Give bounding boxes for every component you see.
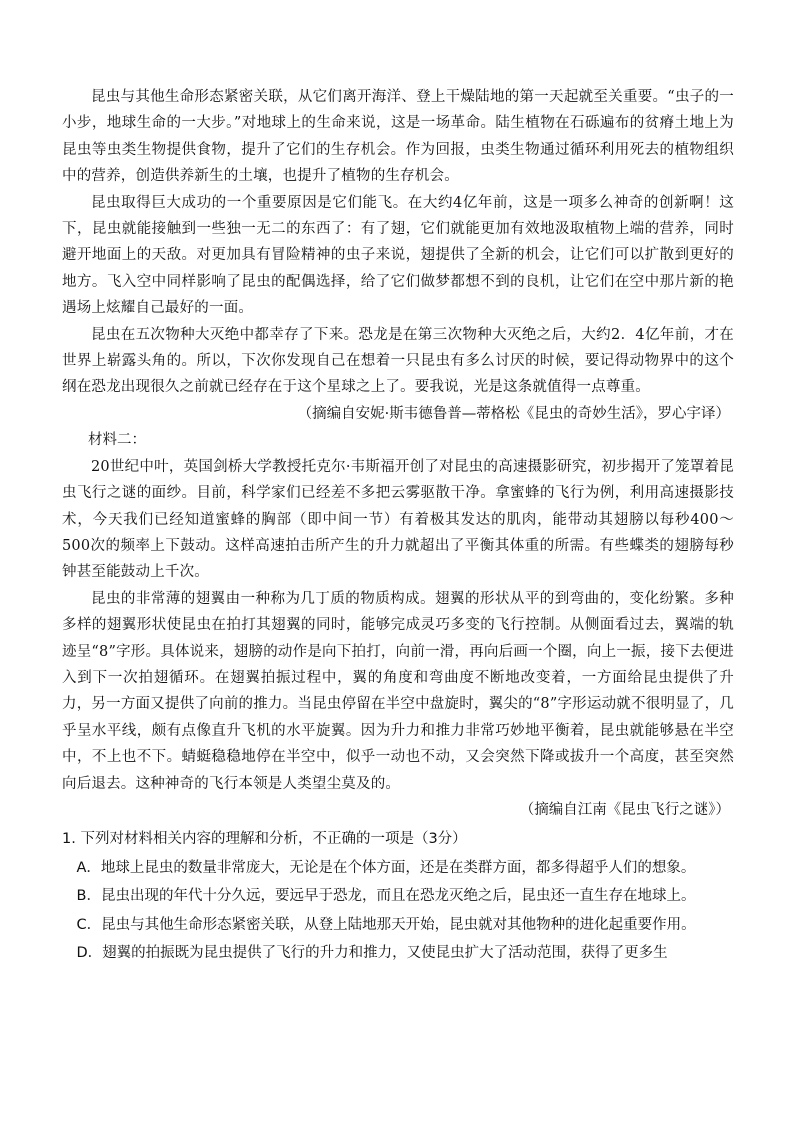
material-two-source: （摘编自江南《昆虫飞行之谜》） [519, 801, 730, 818]
material-two [62, 427, 734, 823]
material-one [62, 84, 734, 427]
material-one-paragraph-1: 昆虫与其他生命形态紧密关联，从它们离开海洋、登上干燥陆地的第一天起就至关重要。“虫子的一小步，地球生命的一大步。”对地球上的生命来说，这是一场革命。陆生植物在石砾遍布的贫瘠土地上为昆虫等虫类生物提供食物，提升了它们的生存机会。作为回报，虫类生物通过循环利用死去的植物组织中的营养，创造供养新生的土壤，也提升了植物的生存机会。 [62, 89, 734, 185]
question-one [62, 825, 734, 967]
option-b: B．昆虫出现的年代十分久远，要远早于恐龙，而且在恐龙灭绝之后，昆虫还一直生存在地球上。 [76, 888, 696, 905]
option-c: C．昆虫与其他生命形态紧密关联，从登上陆地那天开始，昆虫就对其他物种的进化起重要作用。 [76, 916, 696, 933]
option-a: A．地球上昆虫的数量非常庞大，无论是在个体方面，还是在类群方面，都多得超乎人们的想象。 [76, 859, 696, 876]
material-one-paragraph-2: 昆虫取得巨大成功的一个重要原因是它们能飞。在大约4亿年前，这是一项多么神奇的创新啊！这下，昆虫就能接触到一些独一无二的东西了：有了翅，它们就能更加有效地汲取植物上端的营养，同时避开地面上的天敌。对更加具有冒险精神的虫子来说，翅提供了全新的机会，让它们可以扩散到更好的地方。飞入空中同样影响了昆虫的配偶选择，给了它们做梦都想不到的良机，让它们在空中那片新的艳遇场上炫耀自己最好的一面。 [62, 194, 734, 317]
material-one-paragraph-3: 昆虫在五次物种大灭绝中都幸存了下来。恐龙是在第三次物种大灭绝之后，大约2．4亿年前，才在世界上崭露头角的。所以，下次你发现自己在想着一只昆虫有多么讨厌的时候，要记得动物界中的这个纲在恐龙出现很久之前就已经存在于这个星球之上了。要我说，光是这条就值得一点尊重。 [62, 326, 734, 396]
material-one-source: （摘编自安妮·斯韦德鲁普—蒂格松《昆虫的奇妙生活》，罗心宇译） [297, 405, 730, 422]
option-d: D．翅翼的拍振既为昆虫提供了飞行的升力和推力，又使昆虫扩大了活动范围，获得了更多生 [76, 945, 668, 961]
question-stem: 1. 下列对材料相关内容的理解和分析，不正确的一项是（3分） [62, 831, 467, 848]
material-two-label: 材料二： [88, 432, 146, 449]
material-two-paragraph-2: 昆虫的非常薄的翅翼由一种称为几丁质的物质构成。翅翼的形状从平的到弯曲的，变化纷繁。多种多样的翅翼形状使昆虫在拍打其翅翼的同时，能够完成灵巧多变的飞行控制。从侧面看过去，翼端的轨迹呈“8”字形。具体说来，翅膀的动作是向下拍打，向前一滑，再向后画一个圈，向上一振，接下去便进入到下一次拍翅循环。在翅翼拍振过程中，翼的角度和弯曲度不断地改变着，一方面给昆虫提供了升力，另一方面又提供了向前的推力。当昆虫停留在半空中盘旋时，翼尖的“8”字形运动就不很明显了，几乎呈水平线，颇有点像直升飞机的水平旋翼。因为升力和推力非常巧妙地平衡着，昆虫就能够悬在半空中，不上也不下。蜻蜓稳稳地停在半空中，似乎一动也不动，又会突然下降或拔升一个高度，甚至突然向后退去。这种神奇的飞行本领是人类望尘莫及的。 [62, 590, 734, 792]
exam-page [62, 84, 734, 967]
material-two-paragraph-1: 20世纪中叶，英国剑桥大学教授托克尔·韦斯福开创了对昆虫的高速摄影研究，初步揭开了笼罩着昆虫飞行之谜的面纱。目前，科学家们已经差不多把云雾驱散干净。拿蜜蜂的飞行为例，利用高速摄影技术，今天我们已经知道蜜蜂的胸部（即中间一节）有着极其发达的肌肉，能带动其翅膀以每秒400～500次的频率上下鼓动。这样高速拍击所产生的升力就超出了平衡其体重的所需。有些蝶类的翅膀每秒钟甚至能鼓动上千次。 [62, 458, 734, 581]
